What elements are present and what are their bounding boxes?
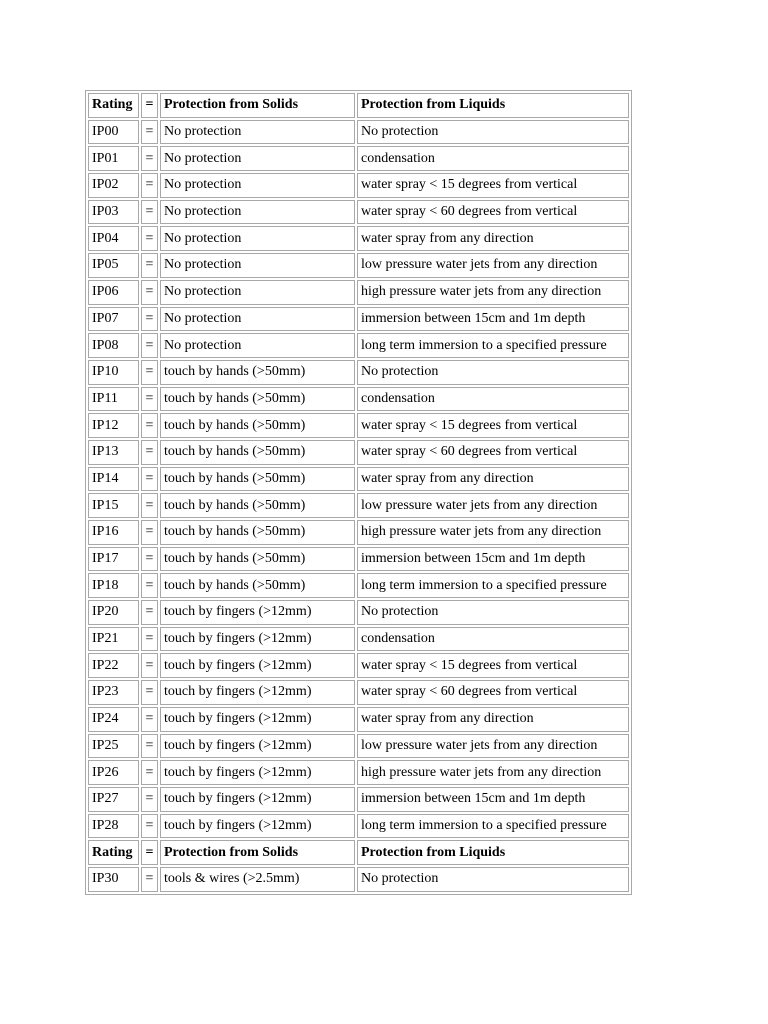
cell-liquids: immersion between 15cm and 1m depth <box>357 547 629 572</box>
cell-solids: touch by hands (>50mm) <box>160 573 355 598</box>
cell-liquids: water spray from any direction <box>357 467 629 492</box>
table-row <box>88 226 629 251</box>
header-equals: = <box>141 93 158 118</box>
table-row <box>88 734 629 759</box>
cell-liquids: long term immersion to a specified pressure <box>357 333 629 358</box>
cell-rating: IP05 <box>88 253 139 278</box>
table-row <box>88 520 629 545</box>
cell-solids: touch by hands (>50mm) <box>160 360 355 385</box>
cell-rating: Rating <box>88 840 139 865</box>
cell-equals: = <box>141 360 158 385</box>
cell-equals: = <box>141 440 158 465</box>
cell-rating: IP21 <box>88 627 139 652</box>
cell-solids: No protection <box>160 146 355 171</box>
table-row <box>88 333 629 358</box>
cell-rating: IP02 <box>88 173 139 198</box>
cell-equals: = <box>141 760 158 785</box>
table-row <box>88 413 629 438</box>
cell-liquids: high pressure water jets from any direction <box>357 520 629 545</box>
cell-equals: = <box>141 253 158 278</box>
cell-solids: No protection <box>160 333 355 358</box>
cell-solids: No protection <box>160 280 355 305</box>
table-header-row <box>88 93 629 118</box>
cell-liquids: No protection <box>357 600 629 625</box>
cell-liquids: long term immersion to a specified pressure <box>357 573 629 598</box>
cell-equals: = <box>141 120 158 145</box>
cell-equals: = <box>141 493 158 518</box>
cell-rating: IP27 <box>88 787 139 812</box>
cell-liquids: low pressure water jets from any direction <box>357 734 629 759</box>
cell-rating: IP08 <box>88 333 139 358</box>
table-row <box>88 200 629 225</box>
cell-solids: No protection <box>160 200 355 225</box>
table-row <box>88 627 629 652</box>
cell-solids: touch by hands (>50mm) <box>160 387 355 412</box>
cell-liquids: water spray < 60 degrees from vertical <box>357 440 629 465</box>
cell-solids: No protection <box>160 226 355 251</box>
cell-equals: = <box>141 734 158 759</box>
cell-rating: IP15 <box>88 493 139 518</box>
cell-liquids: immersion between 15cm and 1m depth <box>357 787 629 812</box>
cell-equals: = <box>141 226 158 251</box>
cell-rating: IP01 <box>88 146 139 171</box>
cell-equals: = <box>141 600 158 625</box>
table-row <box>88 547 629 572</box>
cell-rating: IP04 <box>88 226 139 251</box>
cell-equals: = <box>141 787 158 812</box>
cell-solids: touch by hands (>50mm) <box>160 493 355 518</box>
cell-liquids: No protection <box>357 120 629 145</box>
cell-liquids: water spray from any direction <box>357 707 629 732</box>
cell-liquids: water spray < 15 degrees from vertical <box>357 653 629 678</box>
cell-equals: = <box>141 707 158 732</box>
cell-liquids: long term immersion to a specified pressure <box>357 814 629 839</box>
cell-liquids: water spray < 15 degrees from vertical <box>357 173 629 198</box>
cell-solids: touch by hands (>50mm) <box>160 413 355 438</box>
cell-liquids: condensation <box>357 627 629 652</box>
table-row <box>88 440 629 465</box>
ip-rating-table <box>85 90 632 895</box>
cell-rating: IP20 <box>88 600 139 625</box>
header-solids: Protection from Solids <box>160 93 355 118</box>
table-row <box>88 173 629 198</box>
cell-liquids: high pressure water jets from any direction <box>357 760 629 785</box>
cell-solids: touch by fingers (>12mm) <box>160 787 355 812</box>
ip-rating-table-body <box>88 93 629 892</box>
cell-equals: = <box>141 200 158 225</box>
cell-liquids: water spray < 60 degrees from vertical <box>357 680 629 705</box>
cell-rating: IP23 <box>88 680 139 705</box>
cell-solids: touch by fingers (>12mm) <box>160 760 355 785</box>
cell-equals: = <box>141 280 158 305</box>
cell-solids: Protection from Solids <box>160 840 355 865</box>
cell-liquids: low pressure water jets from any direction <box>357 493 629 518</box>
cell-equals: = <box>141 387 158 412</box>
cell-equals: = <box>141 173 158 198</box>
table-row <box>88 680 629 705</box>
cell-liquids: No protection <box>357 867 629 892</box>
cell-rating: IP30 <box>88 867 139 892</box>
table-row <box>88 120 629 145</box>
cell-equals: = <box>141 333 158 358</box>
cell-solids: touch by fingers (>12mm) <box>160 734 355 759</box>
cell-rating: IP12 <box>88 413 139 438</box>
cell-liquids: water spray from any direction <box>357 226 629 251</box>
cell-solids: touch by fingers (>12mm) <box>160 600 355 625</box>
cell-rating: IP17 <box>88 547 139 572</box>
table-row <box>88 253 629 278</box>
cell-rating: IP25 <box>88 734 139 759</box>
cell-solids: touch by fingers (>12mm) <box>160 653 355 678</box>
cell-rating: IP13 <box>88 440 139 465</box>
cell-liquids: high pressure water jets from any direction <box>357 280 629 305</box>
table-row <box>88 360 629 385</box>
cell-equals: = <box>141 653 158 678</box>
cell-liquids: No protection <box>357 360 629 385</box>
table-row <box>88 146 629 171</box>
cell-rating: IP10 <box>88 360 139 385</box>
cell-rating: IP06 <box>88 280 139 305</box>
cell-rating: IP28 <box>88 814 139 839</box>
cell-solids: touch by hands (>50mm) <box>160 440 355 465</box>
cell-equals: = <box>141 547 158 572</box>
header-liquids: Protection from Liquids <box>357 93 629 118</box>
cell-equals: = <box>141 867 158 892</box>
cell-liquids: condensation <box>357 387 629 412</box>
cell-solids: tools & wires (>2.5mm) <box>160 867 355 892</box>
cell-liquids: condensation <box>357 146 629 171</box>
cell-equals: = <box>141 573 158 598</box>
cell-equals: = <box>141 467 158 492</box>
cell-solids: No protection <box>160 120 355 145</box>
cell-equals: = <box>141 146 158 171</box>
cell-rating: IP18 <box>88 573 139 598</box>
cell-rating: IP00 <box>88 120 139 145</box>
table-row <box>88 280 629 305</box>
table-row <box>88 573 629 598</box>
cell-liquids: immersion between 15cm and 1m depth <box>357 307 629 332</box>
table-row <box>88 787 629 812</box>
table-row <box>88 493 629 518</box>
table-row <box>88 707 629 732</box>
header-rating: Rating <box>88 93 139 118</box>
cell-rating: IP22 <box>88 653 139 678</box>
table-row <box>88 387 629 412</box>
table-row <box>88 760 629 785</box>
cell-equals: = <box>141 840 158 865</box>
cell-liquids: water spray < 60 degrees from vertical <box>357 200 629 225</box>
cell-equals: = <box>141 680 158 705</box>
cell-equals: = <box>141 814 158 839</box>
cell-solids: No protection <box>160 173 355 198</box>
cell-solids: touch by hands (>50mm) <box>160 547 355 572</box>
cell-rating: IP16 <box>88 520 139 545</box>
cell-solids: touch by hands (>50mm) <box>160 467 355 492</box>
table-row <box>88 814 629 839</box>
cell-rating: IP26 <box>88 760 139 785</box>
table-row <box>88 600 629 625</box>
cell-solids: touch by fingers (>12mm) <box>160 680 355 705</box>
cell-equals: = <box>141 413 158 438</box>
cell-solids: No protection <box>160 253 355 278</box>
cell-solids: No protection <box>160 307 355 332</box>
table-row <box>88 307 629 332</box>
cell-rating: IP24 <box>88 707 139 732</box>
cell-solids: touch by fingers (>12mm) <box>160 627 355 652</box>
cell-solids: touch by fingers (>12mm) <box>160 814 355 839</box>
table-row <box>88 467 629 492</box>
cell-equals: = <box>141 520 158 545</box>
cell-liquids: water spray < 15 degrees from vertical <box>357 413 629 438</box>
cell-liquids: Protection from Liquids <box>357 840 629 865</box>
cell-rating: IP11 <box>88 387 139 412</box>
cell-rating: IP03 <box>88 200 139 225</box>
cell-solids: touch by hands (>50mm) <box>160 520 355 545</box>
cell-solids: touch by fingers (>12mm) <box>160 707 355 732</box>
cell-equals: = <box>141 307 158 332</box>
cell-rating: IP07 <box>88 307 139 332</box>
table-header-row-repeat <box>88 840 629 865</box>
table-row <box>88 867 629 892</box>
cell-equals: = <box>141 627 158 652</box>
cell-liquids: low pressure water jets from any direction <box>357 253 629 278</box>
table-row <box>88 653 629 678</box>
cell-rating: IP14 <box>88 467 139 492</box>
